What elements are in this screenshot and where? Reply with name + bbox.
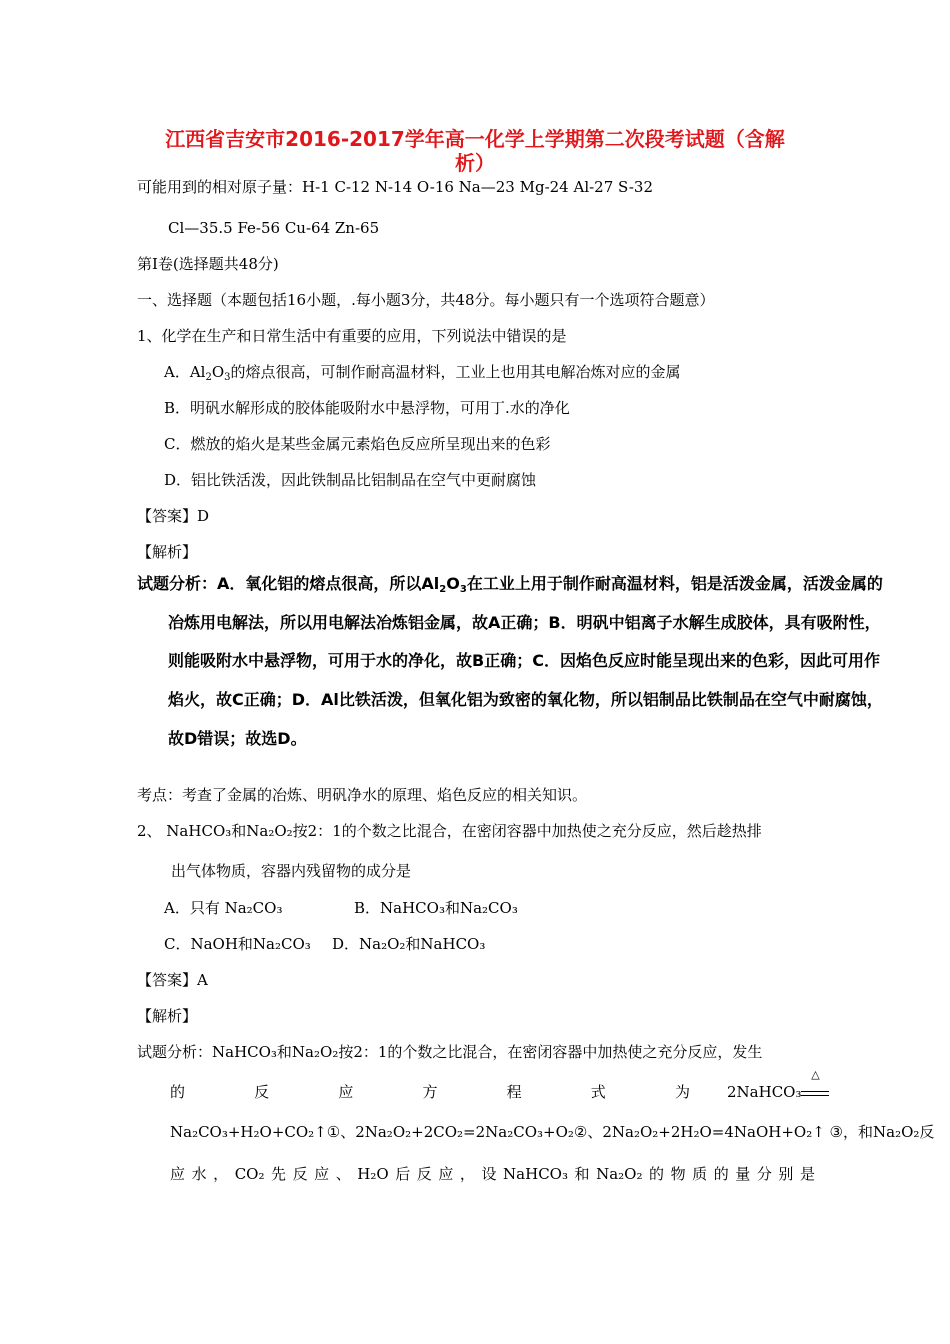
- justified-word: ，: [459, 1165, 475, 1183]
- justified-word: 方: [422, 1083, 438, 1101]
- question-2-stem-line-1: 2、 NaHCO₃和Na₂O₂按2：1的个数之比混合，在密闭容器中加热使之充分反应，然后趁热排: [137, 822, 762, 840]
- question-1-analysis-line-2: 冶炼用电解法，所以用电解法冶炼铝金属，故A正确；B．明矾中铝离子水解生成胶体，具有吸附性，: [168, 613, 881, 632]
- justified-word: 应: [314, 1165, 330, 1183]
- question-1-answer: 【答案】D: [137, 507, 210, 525]
- question-1-option-c: C．燃放的焰火是某些金属元素焰色反应所呈现出来的色彩: [164, 435, 551, 453]
- part-intro: 一、选择题（本题包括16小题，.每小题3分，共48分。每小题只有一个选项符合题意）: [137, 291, 715, 309]
- justified-word: 物: [670, 1165, 686, 1183]
- question-1-option-d: D．铝比铁活泼，因此铁制品比铝制品在空气中更耐腐蚀: [164, 471, 537, 489]
- justified-word: 和: [574, 1165, 590, 1183]
- question-1-stem: 1、化学在生产和日常生活中有重要的应用，下列说法中错误的是: [137, 327, 567, 345]
- question-2-option-b: B．NaHCO₃和Na₂CO₃: [354, 899, 518, 917]
- justified-word: Na₂O₂: [596, 1165, 643, 1183]
- reaction-reactant: 2NaHCO₃: [727, 1083, 802, 1101]
- justified-word: NaHCO₃: [503, 1165, 568, 1183]
- question-2-option-a: A．只有 Na₂CO₃: [164, 899, 283, 917]
- justified-word: 分: [756, 1165, 772, 1183]
- justified-word: 量: [735, 1165, 751, 1183]
- justified-word: 式: [590, 1083, 606, 1101]
- question-1-analysis-line-1: 试题分析：A．氧化铝的熔点很高，所以$Al_2O_3$在工业上用于制作耐高温材料，铝是活泼金属，活泼金属的: [137, 574, 883, 595]
- justified-word: 先: [271, 1165, 287, 1183]
- justified-word: 设: [481, 1165, 497, 1183]
- question-2-option-c: C．NaOH和Na₂CO₃: [164, 935, 311, 953]
- justified-word: 反: [416, 1165, 432, 1183]
- question-2-analysis-line-1: 试题分析：NaHCO₃和Na₂O₂按2：1的个数之比混合，在密闭容器中加热使之充分反应，发生: [137, 1043, 763, 1061]
- question-2-analysis-line-4-words: [170, 1163, 815, 1185]
- justified-word: 质: [692, 1165, 708, 1183]
- justified-word: 的: [649, 1165, 665, 1183]
- question-2-stem-line-2: 出气体物质，容器内残留物的成分是: [171, 862, 412, 880]
- question-2-analysis-line-3: Na₂CO₃+H₂O+CO₂↑①、2Na₂O₂+2CO₂=2Na₂CO₃+O₂②、2Na₂O₂+2H₂O=4NaOH+O₂↑ ③，和Na₂O₂反: [170, 1123, 935, 1141]
- justified-word: 后: [395, 1165, 411, 1183]
- justified-word: ，: [213, 1165, 229, 1183]
- justified-word: 应: [170, 1165, 186, 1183]
- atomic-mass-line-2: Cl—35.5 Fe-56 Cu-64 Zn-65: [168, 219, 380, 237]
- heat-triangle-icon: △: [811, 1068, 820, 1081]
- justified-word: 应: [438, 1165, 454, 1183]
- justified-word: 别: [778, 1165, 794, 1183]
- justified-word: H₂O: [357, 1165, 389, 1183]
- heat-equals-sign: [801, 1068, 829, 1103]
- justified-word: CO₂: [234, 1165, 265, 1183]
- justified-word: 应: [338, 1083, 354, 1101]
- question-1-analysis-line-4: 焰火，故C正确；D．Al比铁活泼，但氧化铝为致密的氧化物，所以铝制品比铁制品在空气中耐腐蚀，: [168, 690, 883, 709]
- document-title-line-2: 析）: [455, 151, 495, 175]
- reaction-formula-start: [727, 1068, 829, 1103]
- question-1-option-b: B．明矾水解形成的胶体能吸附水中悬浮物，可用丁.水的净化: [164, 399, 570, 417]
- question-2-option-d: D．Na₂O₂和NaHCO₃: [332, 935, 486, 953]
- justified-word: 的: [713, 1165, 729, 1183]
- question-2-analysis-label: 【解析】: [137, 1007, 198, 1025]
- question-1-analysis-line-3: 则能吸附水中悬浮物，可用于水的净化，故B正确；C．因焰色反应时能呈现出来的色彩，因此可用作: [168, 651, 880, 670]
- question-2-answer: 【答案】A: [137, 971, 208, 989]
- justified-word: 程: [506, 1083, 522, 1101]
- question-1-analysis-label: 【解析】: [137, 543, 198, 561]
- justified-word: 、: [335, 1165, 351, 1183]
- section-title: 第Ⅰ卷(选择题共48分): [137, 255, 279, 273]
- justified-word: 水: [191, 1165, 207, 1183]
- document-title-line-1: 江西省吉安市2016-2017学年高一化学上学期第二次段考试题（含解: [165, 127, 785, 151]
- question-2-analysis-line-2-words: [170, 1081, 690, 1103]
- question-1-kaodian: 考点：考查了金属的冶炼、明矾净水的原理、焰色反应的相关知识。: [137, 786, 588, 804]
- justified-word: 为: [674, 1083, 690, 1101]
- question-1-analysis-line-5: 故D错误；故选D。: [168, 729, 307, 748]
- justified-word: 反: [292, 1165, 308, 1183]
- question-1-option-a: A．$Al_2O_3$的熔点很高，可制作耐高温材料，工业上也用其电解冶炼对应的金属: [164, 363, 681, 383]
- justified-word: 反: [254, 1083, 270, 1101]
- justified-word: 是: [799, 1165, 815, 1183]
- justified-word: 的: [170, 1083, 186, 1101]
- atomic-mass-line-1: 可能用到的相对原子量：H-1 C-12 N-14 O-16 Na—23 Mg-24 Al-27 S-32: [137, 178, 654, 196]
